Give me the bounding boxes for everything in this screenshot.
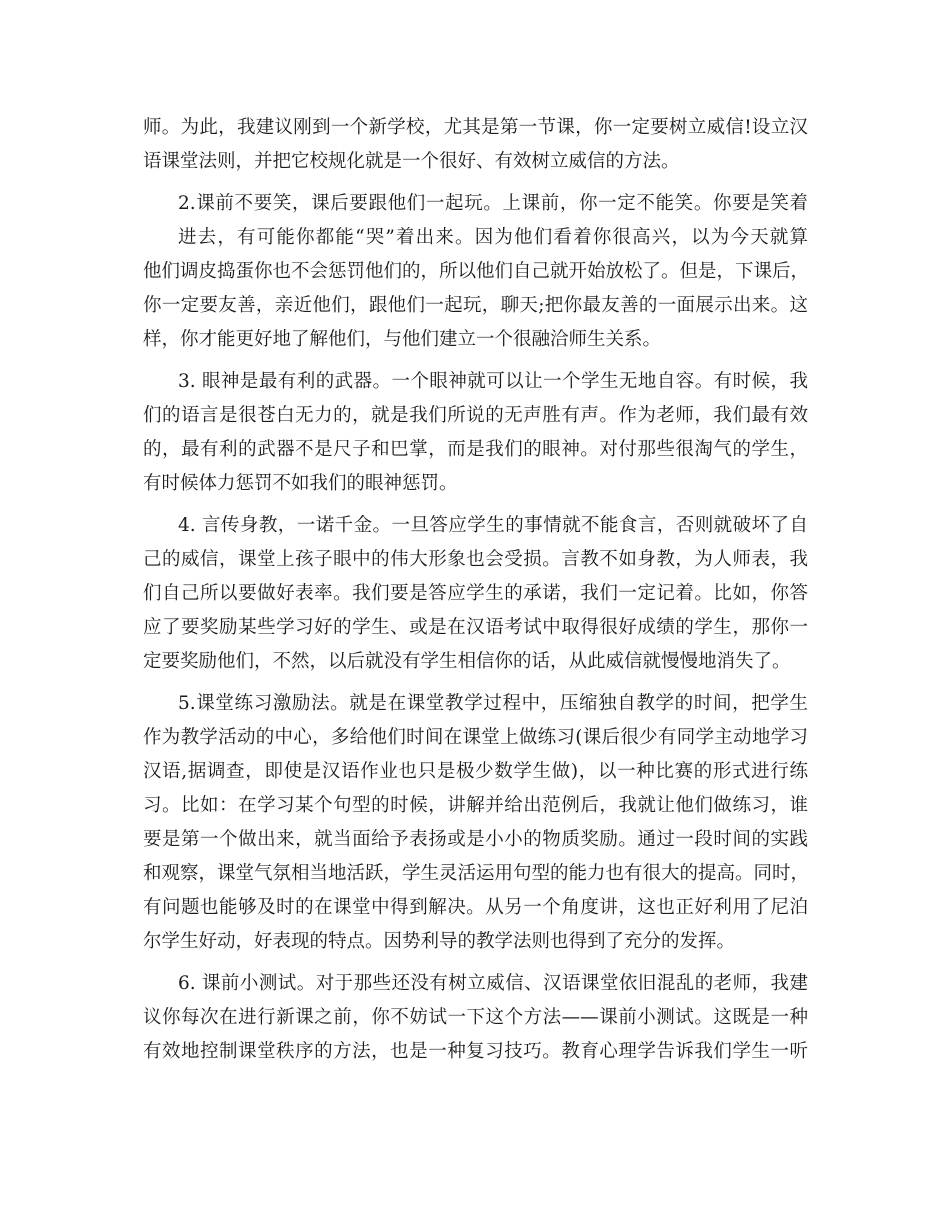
text-line: 的，最有利的武器不是尺子和巴掌，而是我们的眼神。对付那些很淘气的学生，	[143, 439, 808, 460]
text-line: 4. 言传身教，一诺千金。一旦答应学生的事情就不能食言，否则就破坏了自	[178, 515, 808, 536]
text-line: 尔学生好动，好表现的特点。因势利导的教学法则也得到了充分的发挥。	[143, 931, 736, 952]
text-line: 3. 眼神是最有利的武器。一个眼神就可以让一个学生无地自容。有时候，我	[178, 371, 808, 392]
text-line: 习。比如：在学习某个句型的时候，讲解并给出范例后，我就让他们做练习，谁	[143, 795, 808, 816]
text-line: 要是第一个做出来，就当面给予表扬或是小小的物质奖励。通过一段时间的实践	[143, 829, 808, 850]
text-line: 2.课前不要笑，课后要跟他们一起玩。上课前，你一定不能笑。你要是笑着	[178, 193, 808, 214]
text-line: 定要奖励他们，不然，以后就没有学生相信你的话，从此威信就慢慢地消失了。	[143, 651, 791, 672]
text-line: 有效地控制课堂秩序的方法，也是一种复习技巧。教育心理学告诉我们学生一听	[143, 1041, 808, 1062]
text-line: 语课堂法则，并把它校规化就是一个很好、有效树立威信的方法。	[143, 151, 680, 172]
text-line: 应了要奖励某些学习好的学生、或是在汉语考试中取得很好成绩的学生，那你一	[143, 617, 808, 638]
text-line: 作为教学活动的中心，多给他们时间在课堂上做练习(课后很少有同学主动地学习	[143, 727, 808, 748]
text-line: 们自己所以要做好表率。我们要是答应学生的承诺，我们一定记着。比如，你答	[143, 583, 808, 604]
text-line: 样，你才能更好地了解他们，与他们建立一个很融洽师生关系。	[143, 329, 662, 350]
text-line: 汉语,据调查，即使是汉语作业也只是极少数学生做)，以一种比赛的形式进行练	[143, 761, 808, 782]
text-line: 们的语言是很苍白无力的，就是我们所说的无声胜有声。作为老师，我们最有效	[143, 405, 808, 426]
text-line: 他们调皮捣蛋你也不会惩罚他们的，所以他们自己就开始放松了。但是，下课后，	[143, 261, 810, 282]
text-line: 有时候体力惩罚不如我们的眼神惩罚。	[143, 473, 458, 494]
text-line: 议你每次在进行新课之前，你不妨试一下这个方法——课前小测试。这既是一种	[143, 1007, 808, 1028]
text-line: 师。为此，我建议刚到一个新学校，尤其是第一节课，你一定要树立威信!设立汉	[143, 117, 808, 138]
text-line: 己的威信，课堂上孩子眼中的伟大形象也会受损。言教不如身教，为人师表，我	[143, 549, 808, 570]
text-line: 进去，有可能你都能“哭”着出来。因为他们看着你很高兴，以为今天就算	[178, 227, 808, 248]
text-line: 有问题也能够及时的在课堂中得到解决。从另一个角度讲，这也正好利用了尼泊	[143, 897, 808, 918]
text-line: 5.课堂练习激励法。就是在课堂教学过程中，压缩独自教学的时间，把学生	[178, 693, 808, 714]
text-line: 6. 课前小测试。对于那些还没有树立威信、汉语课堂依旧混乱的老师，我建	[178, 973, 808, 994]
text-line: 和观察，课堂气氛相当地活跃，学生灵活运用句型的能力也有很大的提高。同时，	[143, 863, 810, 884]
text-line: 你一定要友善，亲近他们，跟他们一起玩，聊天;把你最友善的一面展示出来。这	[143, 295, 808, 316]
